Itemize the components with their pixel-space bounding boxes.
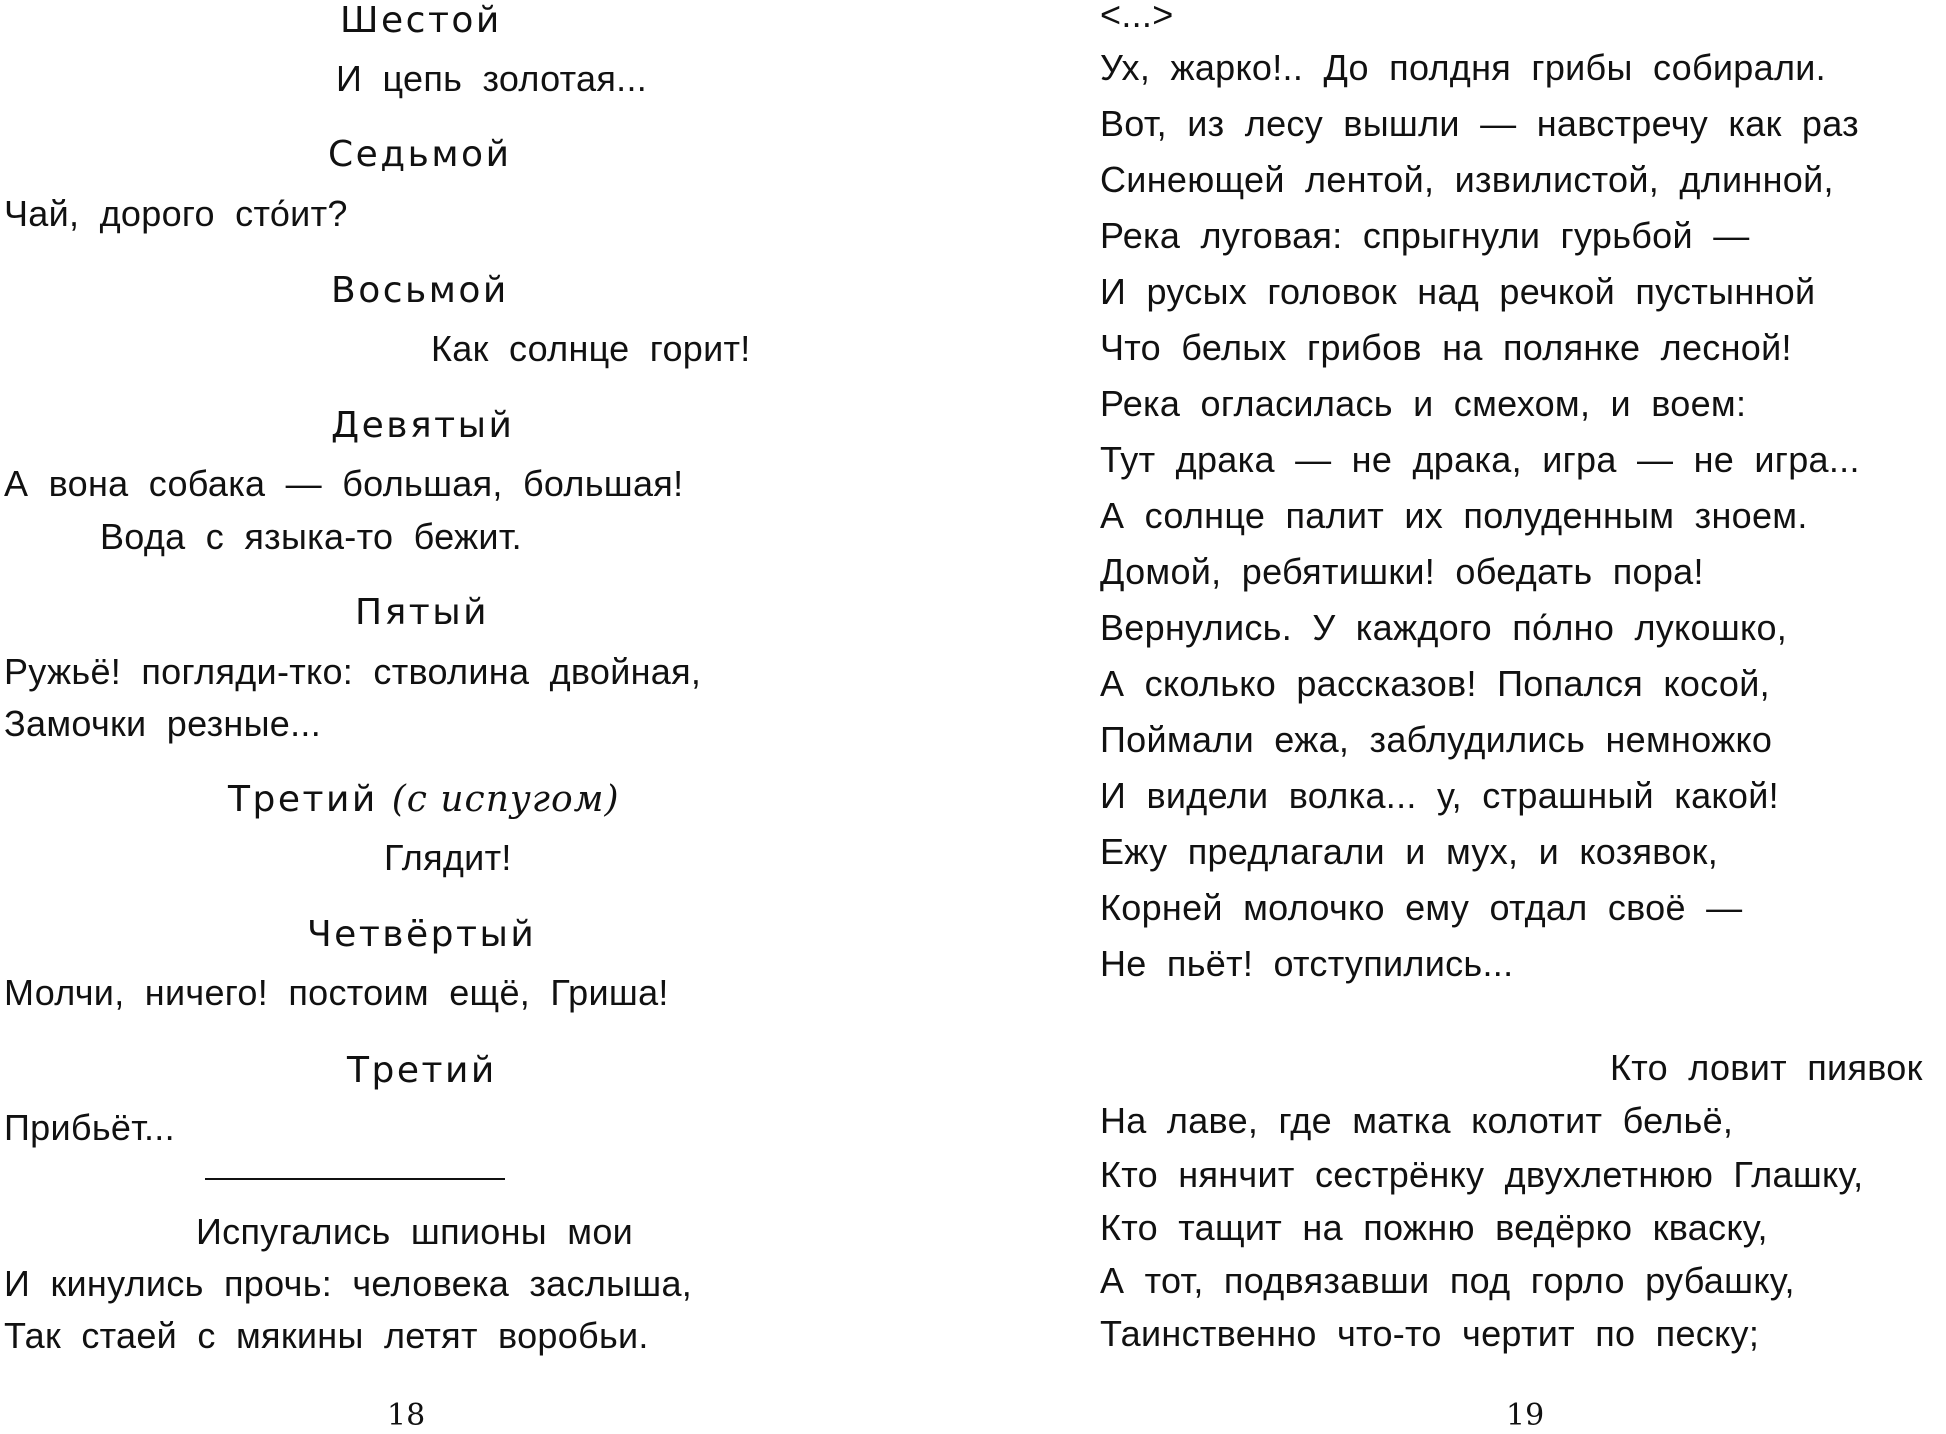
verse-line: Прибьёт... — [4, 1107, 175, 1148]
verse-line: Ежу предлагали и мух, и козявок, — [1100, 831, 1719, 872]
verse-line: Корней молочко ему отдал своё — — [1100, 887, 1743, 928]
verse-line: Глядит! — [384, 837, 512, 878]
section-divider — [205, 1178, 505, 1180]
verse-line: А тот, подвязавши под горло рубашку, — [1100, 1260, 1795, 1301]
verse-line: И цепь золотая... — [336, 58, 648, 99]
speaker-third: Третий — [347, 1050, 497, 1091]
page-number: 19 — [1506, 1398, 1545, 1433]
verse-line: Река огласилась и смехом, и воем: — [1100, 383, 1747, 424]
verse-line: Кто ловит пиявок — [1610, 1047, 1923, 1088]
verse-line: Что белых грибов на полянке лесной! — [1100, 327, 1792, 368]
verse-line: Синеющей лентой, извилистой, длинной, — [1100, 159, 1834, 200]
speaker-third-frightened — [228, 779, 620, 821]
verse-line: Молчи, ничего! постоим ещё, Гриша! — [4, 972, 669, 1013]
verse-line: Ух, жарко!.. До полдня грибы собирали. — [1100, 47, 1826, 88]
verse-line: Как солнце горит! — [431, 328, 751, 369]
verse-line: Вот, из лесу вышли — навстречу как раз — [1100, 103, 1859, 144]
stage-direction: (с испугом) — [391, 779, 620, 820]
omission-mark: <...> — [1100, 0, 1174, 35]
verse-line: Вернулись. У каждого по́лно лукошко, — [1100, 607, 1788, 648]
speaker-fifth: Пятый — [355, 592, 490, 633]
speaker-fourth: Четвёртый — [307, 914, 537, 955]
verse-line: Замочки резные... — [4, 703, 322, 744]
verse-line: И русых головок над речкой пустынной — [1100, 271, 1816, 312]
verse-line: Река луговая: спрыгнули гурьбой — — [1100, 215, 1750, 256]
left-page — [0, 0, 820, 1433]
verse-line: Таинственно что-то чертит по песку; — [1100, 1313, 1760, 1354]
verse-line: И кинулись прочь: человека заслыша, — [4, 1263, 693, 1304]
verse-line: И видели волка... у, страшный какой! — [1100, 775, 1779, 816]
speaker-ninth: Девятый — [331, 405, 515, 446]
verse-line: А солнце палит их полуденным зноем. — [1100, 495, 1808, 536]
verse-line: Тут драка — не драка, игра — не игра... — [1100, 439, 1860, 480]
verse-line: А сколько рассказов! Попался косой, — [1100, 663, 1770, 704]
speaker-eighth: Восьмой — [331, 270, 509, 311]
page-number: 18 — [387, 1398, 426, 1433]
verse-line: Испугались шпионы мои — [196, 1211, 634, 1252]
verse-line: Ружьё! погляди-тко: стволина двойная, — [4, 651, 702, 692]
speaker-seventh: Седьмой — [328, 134, 512, 175]
verse-line: Домой, ребятишки! обедать пора! — [1100, 551, 1704, 592]
verse-line: А вона собака — большая, большая! — [4, 463, 684, 504]
verse-line: Кто нянчит сестрёнку двухлетнюю Глашку, — [1100, 1154, 1864, 1195]
verse-line: Не пьёт! отступились... — [1100, 943, 1514, 984]
speaker-sixth: Шестой — [340, 0, 502, 41]
verse-line: На лаве, где матка колотит бельё, — [1100, 1100, 1734, 1141]
verse-line: Кто тащит на пожню ведёрко кваску, — [1100, 1207, 1768, 1248]
speaker-name: Третий — [228, 779, 378, 820]
verse-line: Поймали ежа, заблудились немножко — [1100, 719, 1773, 760]
verse-line: Вода с языка-то бежит. — [100, 516, 522, 557]
right-page — [1080, 0, 1946, 1433]
verse-line: Чай, дорого сто́ит? — [4, 193, 348, 234]
verse-line: Так стаей с мякины летят воробьи. — [4, 1315, 649, 1356]
